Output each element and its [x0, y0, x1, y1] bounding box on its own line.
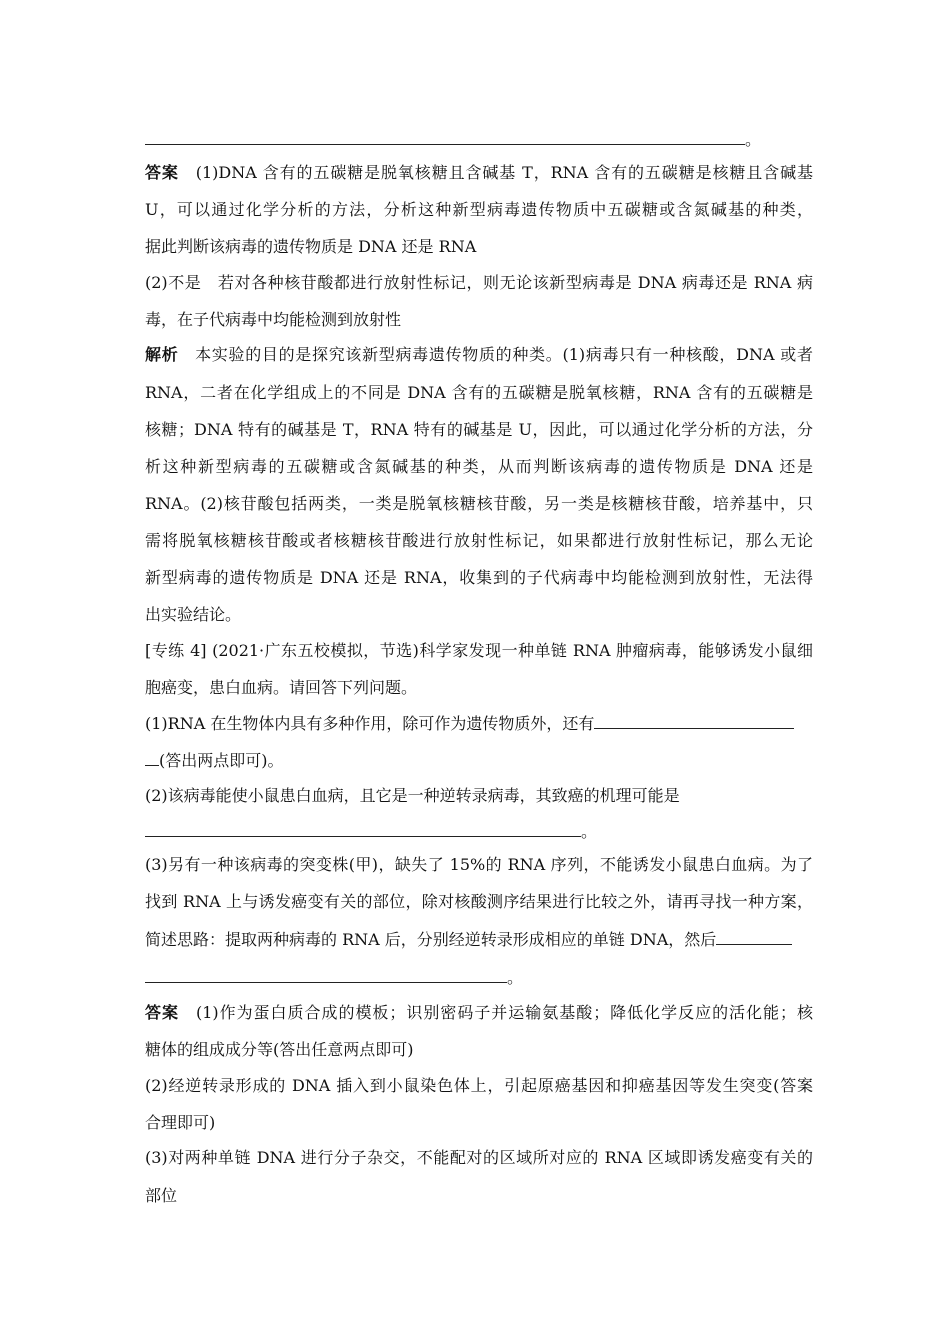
- analysis-line-4: 析这种新型病毒的五碳糖或含氮碱基的种类，从而判断该病毒的遗传物质是 DNA 还是: [145, 457, 813, 476]
- question-3-line-1: (3)另有一种该病毒的突变株(甲)，缺失了 15%的 RNA 序列，不能诱发小鼠患白血病。为了: [145, 855, 813, 874]
- blank-underline: [145, 968, 507, 983]
- analysis-line-3: 核糖；DNA 特有的碱基是 T，RNA 特有的碱基是 U，因此，可以通过化学分析的方法，分: [145, 420, 813, 439]
- answer-label: 答案: [145, 1003, 179, 1022]
- answer-4-line-2: 糖体的组成成分等(答出任意两点即可): [145, 1040, 414, 1059]
- question-2-blank-line: 。: [145, 822, 813, 842]
- exercise-4-line-1: [专练 4] (2021·广东五校模拟，节选)科学家发现一种单链 RNA 肿瘤病毒，能够诱发小鼠细: [145, 641, 813, 660]
- answer-1-line-1: 答案 (1)DNA 含有的五碳糖是脱氧核糖且含碱基 T，RNA 含有的五碳糖是核糖且含碱基: [145, 163, 813, 182]
- question-3-blank-line: 。: [145, 968, 813, 988]
- analysis-line-7: 新型病毒的遗传物质是 DNA 还是 RNA，收集到的子代病毒中均能检测到放射性，无法得: [145, 568, 813, 587]
- question-3-line-2: 找到 RNA 上与诱发癌变有关的部位，除对核酸测序结果进行比较之外，请再寻找一种方案，: [145, 892, 813, 911]
- answer-2-line-2: 毒，在子代病毒中均能检测到放射性: [145, 310, 402, 329]
- analysis-line-5: RNA。(2)核苷酸包括两类，一类是脱氧核糖核苷酸，另一类是核糖核苷酸，培养基中，只: [145, 494, 813, 513]
- analysis-line-8: 出实验结论。: [145, 605, 242, 624]
- answer-blank-line: 。: [145, 130, 813, 150]
- answer-4-line-5: (3)对两种单链 DNA 进行分子杂交，不能配对的区域所对应的 RNA 区域即诱发癌变有关的: [145, 1148, 813, 1167]
- question-1-line-2: (答出两点即可)。: [145, 751, 813, 771]
- question-3-line-3: 简述思路：提取两种病毒的 RNA 后，分别经逆转录形成相应的单链 DNA，然后: [145, 930, 813, 950]
- answer-4-line-3: (2)经逆转录形成的 DNA 插入到小鼠染色体上，引起原癌基因和抑癌基因等发生突变(答案: [145, 1076, 813, 1095]
- answer-4-line-4: 合理即可): [145, 1113, 216, 1132]
- blank-underline: [145, 751, 159, 766]
- answer-2-line-1: (2)不是 若对各种核苷酸都进行放射性标记，则无论该新型病毒是 DNA 病毒还是 RNA 病: [145, 273, 813, 292]
- answer-1-line-2: U，可以通过化学分析的方法，分析这种新型病毒遗传物质中五碳糖或含氮碱基的种类，: [145, 200, 813, 219]
- blank-underline: [145, 822, 581, 837]
- question-2-line-1: (2)该病毒能使小鼠患白血病，且它是一种逆转录病毒，其致癌的机理可能是: [145, 786, 680, 805]
- blank-underline: [594, 714, 794, 729]
- answer-label: 答案: [145, 163, 179, 182]
- answer-1-line-3: 据此判断该病毒的遗传物质是 DNA 还是 RNA: [145, 237, 477, 256]
- question-1-line-1: (1)RNA 在生物体内具有多种作用，除可作为遗传物质外，还有: [145, 714, 813, 734]
- exercise-label: [专练 4]: [145, 641, 207, 660]
- blank-underline: [145, 130, 745, 145]
- analysis-line-1: 解析 本实验的目的是探究该新型病毒遗传物质的种类。(1)病毒只有一种核酸，DNA 或者: [145, 345, 813, 364]
- analysis-label: 解析: [145, 345, 179, 364]
- answer-4-line-1: 答案 (1)作为蛋白质合成的模板；识别密码子并运输氨基酸；降低化学反应的活化能；核: [145, 1003, 813, 1022]
- answer-4-line-6: 部位: [145, 1186, 178, 1205]
- analysis-line-6: 需将脱氧核糖核苷酸或者核糖核苷酸进行放射性标记，如果都进行放射性标记，那么无论: [145, 531, 813, 550]
- analysis-line-2: RNA，二者在化学组成上的不同是 DNA 含有的五碳糖是脱氧核糖，RNA 含有的五碳糖是: [145, 383, 813, 402]
- exercise-4-line-2: 胞癌变，患白血病。请回答下列问题。: [145, 678, 418, 697]
- blank-underline: [716, 930, 792, 945]
